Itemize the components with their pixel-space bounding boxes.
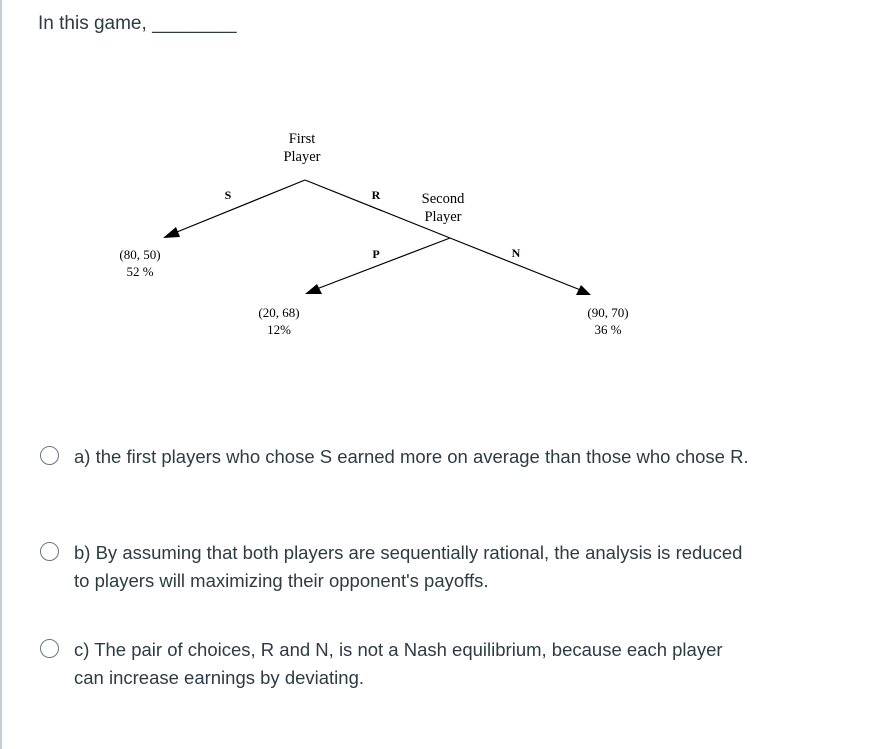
answer-option-c-text: c) The pair of choices, R and N, is not a Nash equilibrium, because each player can increase earnings by deviating. xyxy=(74,639,723,688)
answer-option-b[interactable] xyxy=(40,539,760,595)
first-player-label-line1: First xyxy=(288,131,316,147)
percent-s: 52 % xyxy=(126,264,154,279)
second-player-label-line1: Second xyxy=(421,191,465,207)
move-label-p: P xyxy=(372,247,380,261)
answer-blank: ________ xyxy=(152,13,237,34)
branch-s xyxy=(172,180,305,234)
arrowhead-s xyxy=(163,227,180,238)
percent-p: 12% xyxy=(267,322,291,337)
payoff-n: (90, 70) xyxy=(587,305,629,320)
arrowhead-p xyxy=(305,284,322,294)
payoff-s: (80, 50) xyxy=(119,247,161,262)
move-label-s: S xyxy=(224,188,232,202)
move-label-r: R xyxy=(371,188,381,202)
move-label-n: N xyxy=(511,246,521,260)
question-stem-text: In this game, xyxy=(38,13,147,34)
answer-option-a-text: a) the first players who chose S earned more on average than those who chose R. xyxy=(74,446,749,467)
payoff-p: (20, 68) xyxy=(258,305,300,320)
answer-option-a[interactable] xyxy=(40,443,760,471)
radio-button-c[interactable] xyxy=(40,639,59,658)
first-player-label-line2: Player xyxy=(283,149,321,165)
branch-p xyxy=(314,238,450,290)
percent-n: 36 % xyxy=(594,322,622,337)
answer-option-b-text: b) By assuming that both players are sequentially rational, the analysis is reduced to players will maximizing their opponent's payoffs. xyxy=(74,542,743,591)
answer-option-c[interactable] xyxy=(40,636,760,692)
arrowhead-n xyxy=(576,285,591,295)
radio-button-a[interactable] xyxy=(40,446,59,465)
second-player-label-line2: Player xyxy=(424,209,462,225)
radio-button-b[interactable] xyxy=(40,542,59,561)
